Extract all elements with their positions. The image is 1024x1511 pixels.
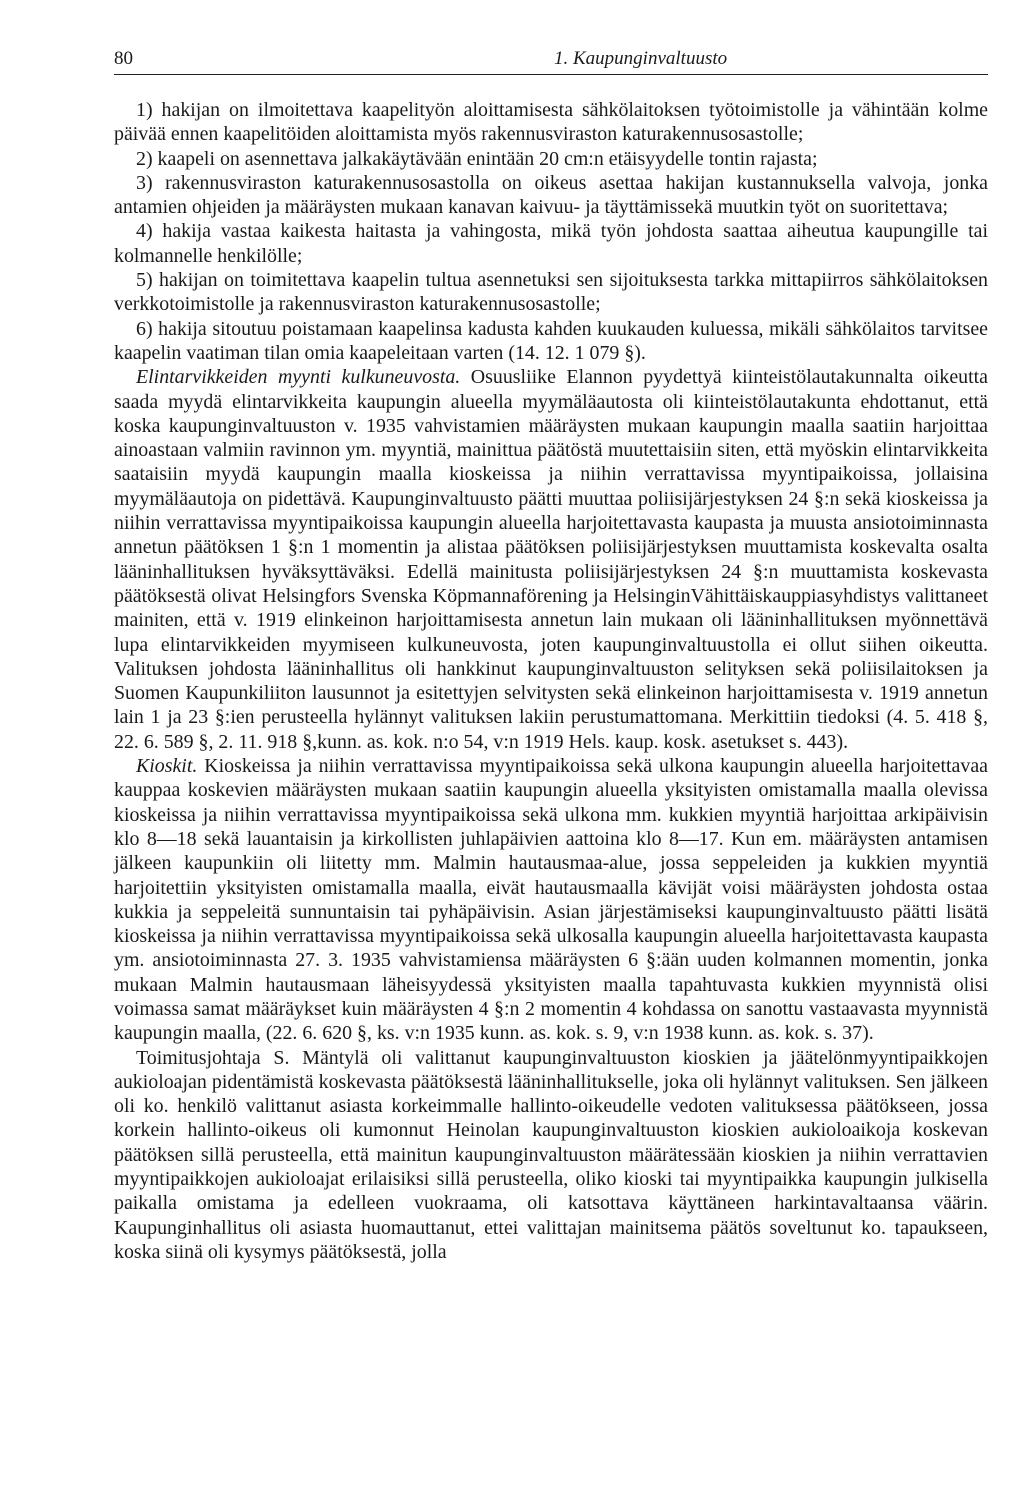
paragraph-text: Toimitusjohtaja S. Mäntylä oli valittanut kaupunginvaltuuston kioskien ja jäätelönmyyntipaikkojen aukioloajan pidentämistä koskevasta päätöksestä lääninhallitukselle, joka oli hylännyt valituksen. Sen jälkeen oli ko. henkilö valittanut asiasta korkeimmalle hallinto-oikeudelle vedoten valituksessa päätökseen, jossa korkein hallinto-oikeus oli kumonnut Heinolan kaupunginvaltuuston kioskien aukioloaikoja koskevan päätöksen sillä perusteella, että mainitun kaupunginvaltuuston määrätessään kioskien ja niihin verrattavien myyntipaikkojen aukioloajat erilaisiksi sillä perusteella, oliko kioski tai myyntipaikka kaupungin julkisella paikalla omistama ja edelleen vuokraama, oli katsottava käyttäneen harkintavaltaansa väärin. Kaupunginhallitus oli asiasta huomauttanut, ettei valittajan mainitsema päätös soveltunut ko. tapaukseen, koska siinä oli kysymys päätöksestä, jolla xyxy=(114,1046,988,1263)
section-lead: Elintarvikkeiden myynti kulkuneuvosta. xyxy=(136,366,461,389)
paragraph-text: 4) hakija vastaa kaikesta haitasta ja vahingosta, mikä työn johdosta saattaa aiheutua kaupungille tai kolmannelle henkilölle; xyxy=(114,220,988,267)
paragraph-elintarvikkeiden xyxy=(114,365,988,754)
paragraph xyxy=(114,268,988,317)
paragraph xyxy=(114,171,988,220)
paragraph-text: 2) kaapeli on asennettava jalkakäytävään enintään 20 cm:n etäisyydelle tontin rajasta; xyxy=(136,147,818,170)
body-text xyxy=(114,98,988,1264)
paragraph-text: Osuusliike Elannon pyydettyä kiinteistölautakunnalta oikeutta saada myydä elintarvikkeita kaupungin alueella myymäläautosta oli kiinteistölautakunta ehdottanut, että koska kaupunginvaltuuston v. 1935 vahvistamien määräysten mukaan kaupungin maalla saatiin harjoittaa ainoastaan valmiin ravinnon ym. myyntiä, mainittua päätöstä muutettaisiin siten, että myöskin elintarvikkeita saataisiin myydä kaupungin maalla kioskeissa ja niihin verrattavissa myyntipaikoissa, jollaisina myymäläautoja on pidettävä. Kaupunginvaltuusto päätti muuttaa poliisijärjestyksen 24 §:n sekä kioskeissa ja niihin verrattavissa myyntipaikoissa kaupungin alueella harjoitettavasta kaupasta ja muusta ansiotoiminnasta annetun päätöksen 1 §:n 1 momentin ja alistaa päätöksen poliisijärjestyksen muuttamista koskevalta osalta lääninhallituksen hyväksyttäväksi. Edellä mainitusta poliisijärjestyksen 24 §:n muuttamista koskevasta päätöksestä olivat Helsingfors Svenska Köpmannaförening ja HelsinginVähittäiskauppiasyhdistys valittaneet mainiten, että v. 1919 elinkeinon harjoittamisesta annetun lain mukaan oli lääninhallituksen myönnettävä lupa elintarvikkeiden myymiseen kulkuneuvosta, joten kaupunginvaltuustolla ei ollut siihen oikeutta. Valituksen johdosta lääninhallitus oli hankkinut kaupunginvaltuuston selityksen sekä poliisilaitoksen ja Suomen Kaupunkiliiton lausunnot ja esitettyjen selvitysten sekä elinkeinon harjoittamisesta v. 1919 annetun lain 1 ja 23 §:ien perusteella hylännyt valituksen lakiin perustumattomana. Merkittiin tiedoksi (4. 5. 418 §, 22. 6. 589 §, 2. 11. 918 §,kunn. as. kok. n:o 54, v:n 1919 Hels. kaup. kosk. asetukset s. 443). xyxy=(114,366,988,753)
paragraph-text: 5) hakijan on toimitettava kaapelin tultua asennetuksi sen sijoituksesta tarkka mittapiirros sähkölaitoksen verkkotoimistolle ja rakennusviraston katurakennusosastolle; xyxy=(114,269,988,316)
running-head xyxy=(114,48,988,72)
paragraph xyxy=(114,317,988,366)
paragraph xyxy=(114,1046,988,1265)
paragraph xyxy=(114,147,988,171)
section-lead: Kioskit. xyxy=(136,755,198,778)
header-rule xyxy=(114,74,988,75)
chapter-title: 1. Kaupunginvaltuusto xyxy=(554,48,728,69)
paragraph-text: 6) hakija sitoutuu poistamaan kaapelinsa kadusta kahden kuukauden kuluessa, mikäli sähkölaitos tarvitsee kaapelin vaatiman tilan omia kaapeleitaan varten (14. 12. 1 079 §). xyxy=(114,317,988,364)
paragraph-text: 1) hakijan on ilmoitettava kaapelityön aloittamisesta sähkölaitoksen työtoimistolle ja vähintään kolme päivää ennen kaapelitöiden aloittamista myös rakennusviraston katurakennusosastolle; xyxy=(114,99,988,146)
paragraph xyxy=(114,219,988,268)
paragraph xyxy=(114,98,988,147)
paragraph-text: Kioskeissa ja niihin verrattavissa myyntipaikoissa sekä ulkona kaupungin alueella harjoitettavaa kauppaa koskevien määräysten mukaan saatiin kaupungin alueella yksityisten omistamalla maalla olevissa kioskeissa ja niihin verrattavissa myyntipaikoissa sekä ulkona mm. kukkien myyntiä harjoittaa arkipäivisin klo 8—18 sekä lauantaisin ja kirkollisten juhlapäivien aattoina klo 8—17. Kun em. määräysten antamisen jälkeen kaupunkiin oli liitetty mm. Malmin hautausmaa-alue, jossa seppeleiden ja kukkien myyntiä harjoitettiin yksityisten omistamalla maalla, eivät hautausmaalla kävijät voisi määräysten johdosta ostaa kukkia ja seppeleitä sunnuntaisin tai pyhäpäivisin. Asian järjestämiseksi kaupunginvaltuusto päätti lisätä kioskeissa ja niihin verrattavissa myyntipaikoissa sekä ulkosalla kaupungin alueella harjoitettavasta kaupasta ym. ansiotoiminnasta 27. 3. 1935 vahvistamiensa määräysten 6 §:ään uuden kolmannen momentin, jonka mukaan Malmin hautausmaan läheisyydessä yksityisten maalla tapahtuvasta kukkien myynnistä olisi voimassa samat määräykset kuin määräysten 4 §:n 2 momentin 4 kohdassa on sanottu vastaavasta myynnistä kaupungin maalla, (22. 6. 620 §, ks. v:n 1935 kunn. as. kok. s. 9, v:n 1938 kunn. as. kok. s. 37). xyxy=(114,755,988,1045)
paragraph-kioskit xyxy=(114,754,988,1046)
paragraph-text: 3) rakennusviraston katurakennusosastolla on oikeus asettaa hakijan kustannuksella valvoja, jonka antamien ohjeiden ja määräysten mukaan kanavan kaivuu- ja täyttämissekä muutkin työt on suoritettava; xyxy=(114,171,988,219)
page-number: 80 xyxy=(114,48,133,69)
